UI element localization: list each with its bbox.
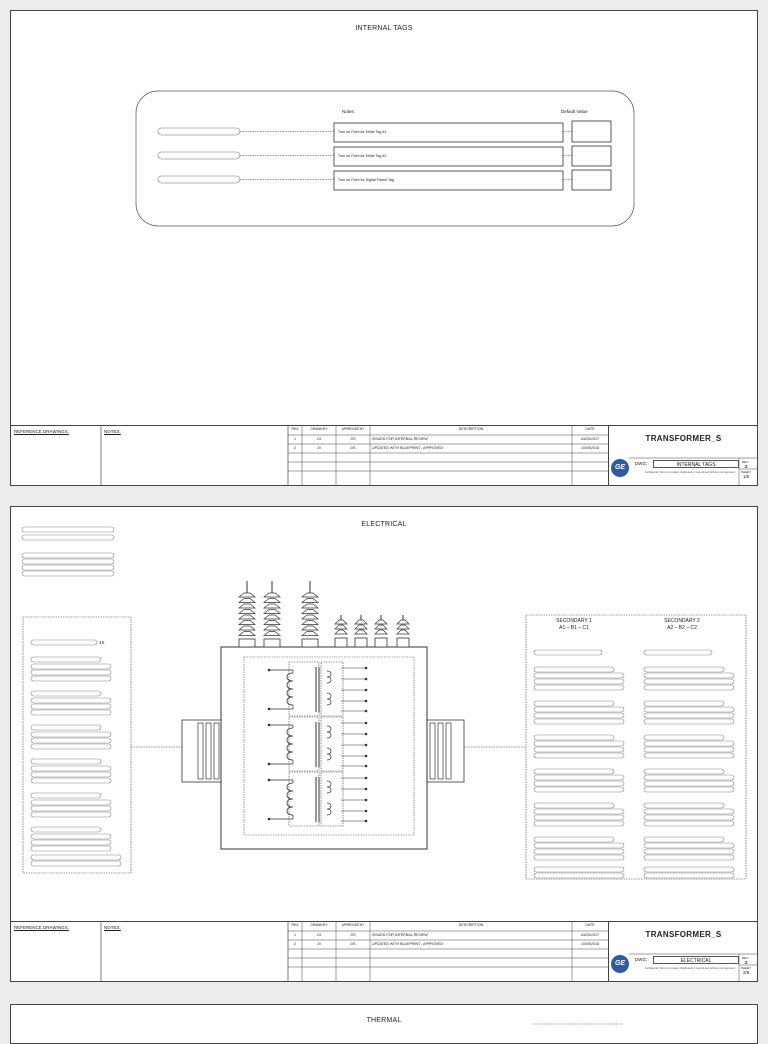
project-block [608,426,758,485]
terminal-dot [268,724,271,727]
rev-label: REV: [742,956,749,960]
tag-field [31,846,111,851]
tag-field [31,800,111,805]
hdr-rev: REV [291,427,299,431]
hdr-approved: APPROVED BY [341,427,365,431]
tag-field [31,855,121,860]
dwg-name: INTERNAL TAGS [653,460,739,468]
tag-field [534,769,614,774]
terminal-dot [365,799,368,802]
tag-field [31,834,111,839]
hv-bushing-shed [302,599,318,603]
lv-bushing-shed [335,620,347,624]
terminal-dot [365,765,368,768]
tag-field [644,775,734,780]
terminal-dot [365,667,368,670]
ge-logo-icon: GE [611,459,629,477]
hv-bushing-shed [302,593,318,597]
terminal-dot [365,700,368,703]
tag-field [22,565,114,570]
notes-label-tb: NOTES: [104,429,121,434]
tag-field [534,747,624,752]
hv-bushing-shed [239,599,255,603]
lv-bushing-shed [375,620,387,624]
secondary2-title: SECONDARY 2 [664,618,700,624]
tag-field [31,861,121,866]
left-panel-fragment: 1S [99,640,105,645]
tag-field [31,812,111,817]
terminal-dot [365,755,368,758]
tag-field [644,685,734,690]
tag-field [644,650,712,655]
tag-field [534,701,614,706]
internal-tags-diagram [11,11,757,431]
tag-field [31,710,111,715]
tag-field [31,732,111,737]
radiator-fin [430,723,435,779]
radiator-fin [198,723,203,779]
terminal-dot [365,788,368,791]
tag-field [644,843,734,848]
tag-default-box-3 [572,170,611,190]
lv-bushing-shed [397,625,409,629]
hv-bushing-shed [264,593,280,597]
tag-field [534,713,624,718]
tag-field [644,867,734,872]
thermal-diagram-partial [11,1005,757,1025]
dwg-name: ELECTRICAL [653,956,739,964]
tag-default-box-1 [572,121,611,142]
terminal-dot [365,810,368,813]
confidential-note: Confidential. Not to be copied, distributed or reproduced without prior approval. [644,471,736,474]
tag-field [534,650,602,655]
terminal-dot [365,710,368,713]
tag-field [534,781,624,786]
reference-drawings-label: REFERENCE DRAWINGS: [14,925,69,930]
hv-bushing-base [302,639,318,647]
tag-field [22,559,114,564]
ge-logo-icon: GE [611,955,629,973]
tag-field [644,673,734,678]
hv-bushing-shed [264,615,280,619]
sheet-internal-tags [10,10,758,486]
hdr-description: DESCRIPTION [458,427,484,431]
lv-bushing-base [397,638,409,647]
title-block [11,425,757,485]
terminal-dot [268,818,271,821]
tag-field [31,670,111,675]
project-block [608,922,758,981]
project-name: TRANSFORMER_S [645,434,722,443]
hv-bushing-shed [302,604,318,608]
terminal-dot [365,744,368,747]
tag-field [644,781,734,786]
tag-default-box-2 [572,146,611,166]
tag-field [31,640,97,645]
terminal-dot [268,708,271,711]
sheet-label: SHEET [741,966,752,970]
lv-bushing-shed [397,630,409,634]
hv-bushing-base [239,639,255,647]
tag-field [31,766,111,771]
tag-field [534,803,614,808]
tag-field [534,719,624,724]
lv-bushing-shed [355,620,367,624]
hdr-drawn: DRAWN BY [310,923,328,927]
tag-field [644,701,724,706]
sheet-thermal [10,1004,758,1044]
hv-bushing-shed [264,599,280,603]
lv-bushing-shed [335,625,347,629]
sheet-value: 1/5 [743,474,750,479]
terminal-dot [365,777,368,780]
tag-field [31,657,101,662]
lv-bushing-shed [375,625,387,629]
sheet-title: THERMAL [366,1017,402,1024]
hdr-date: DATE [585,427,595,431]
tag-field [22,535,114,540]
tag-field [644,753,734,758]
tag-field [534,741,624,746]
confidential-note: Confidential. Not to be copied, distributed or reproduced without prior approval. [644,967,736,970]
electrical-diagram [11,507,757,927]
tag-field [534,673,624,678]
title-block [11,921,757,981]
terminal-dot [268,763,271,766]
tag-field [31,806,111,811]
lv-bushing-shed [355,630,367,634]
hv-bushing-shed [264,632,280,636]
lv-bushing-base [355,638,367,647]
terminal-dot [268,779,271,782]
tag-note-text-1: Turn on Point for Mode Tag #1 [338,130,387,134]
tag-field [644,741,734,746]
tag-field [31,691,101,696]
tag-field [644,769,724,774]
tag-field [534,843,624,848]
sheet-title: INTERNAL TAGS [355,25,413,32]
tag-field [31,738,111,743]
tag-field [31,664,111,669]
tag-field [31,744,111,749]
dwg-label: DWG: [635,957,648,962]
hv-bushing-shed [302,615,318,619]
hv-bushing-shed [239,626,255,630]
transformer-tank [221,647,427,849]
tag-field [534,809,624,814]
lv-bushing-base [375,638,387,647]
tag-field-2 [158,152,240,159]
rev-value: 2 [745,960,748,965]
tag-field [644,719,734,724]
tag-field [22,571,114,576]
tag-field [534,849,624,854]
tag-field [534,787,624,792]
tag-field [644,855,734,860]
rev-label: REV: [742,460,749,464]
tag-field [31,759,101,764]
hv-bushing-shed [264,610,280,614]
tag-field [534,815,624,820]
sheet-label: SHEET [741,470,752,474]
tag-field [644,837,724,842]
tag-field [534,735,614,740]
terminal-dot [365,689,368,692]
hv-bushing-shed [302,632,318,636]
terminal-dot [365,733,368,736]
terminal-dot [365,722,368,725]
tag-field [644,707,734,712]
tag-field [22,553,114,558]
radiator-fin [214,723,219,779]
tag-field [534,679,624,684]
tag-field [644,821,734,826]
tag-field [644,679,734,684]
hv-bushing-shed [239,632,255,636]
hv-bushing-shed [264,621,280,625]
hv-bushing-shed [302,621,318,625]
tag-field [31,725,101,730]
project-name: TRANSFORMER_S [645,930,722,939]
tag-field [644,787,734,792]
radiator-fin [206,723,211,779]
tag-field [534,855,624,860]
tag-field [644,735,724,740]
lv-bushing-shed [355,625,367,629]
revision-table: REV DRAWN BY APPROVED BY DESCRIPTION DATE 1 LG DS ISSUED FOR INTERNAL REVIEW 04/20/2017 2 JV DS UPDATED WITH BLUEPRINT - APPROVED 10/09/2018 [288,426,608,485]
tag-field [644,873,734,878]
hv-bushing-base [264,639,280,647]
tag-field [22,527,114,532]
radiator-fin [438,723,443,779]
tag-field [644,747,734,752]
hv-bushing-shed [239,593,255,597]
hdr-drawn: DRAWN BY [310,427,328,431]
tag-field [31,676,111,681]
tag-field-1 [158,128,240,135]
notes-label-tb: NOTES: [104,925,121,930]
hdr-date: DATE [585,923,595,927]
revision-table: REV DRAWN BY APPROVED BY DESCRIPTION DATE 1 LG DS ISSUED FOR INTERNAL REVIEW 04/20/2017 2 JV DS UPDATED WITH BLUEPRINT - APPROVED 10/09/2018 [288,922,608,981]
hv-bushing-shed [302,610,318,614]
radiator-fin [446,723,451,779]
hdr-description: DESCRIPTION [458,923,484,927]
hv-bushing-shed [239,621,255,625]
tag-field [534,873,624,878]
terminal-dot [365,820,368,823]
sheet-title: ELECTRICAL [361,521,407,528]
tag-field [31,704,111,709]
lv-bushing-base [335,638,347,647]
lv-bushing-shed [375,630,387,634]
hdr-approved: APPROVED BY [341,923,365,927]
hv-bushing-shed [239,615,255,619]
tag-field [534,867,624,872]
tag-field [534,707,624,712]
hv-bushing-shed [302,626,318,630]
tag-field [31,840,111,845]
tag-field [644,809,734,814]
tag-field [534,775,624,780]
default-value-label: Default Value [561,109,588,114]
rev-value: 2 [745,464,748,469]
tag-field [644,713,734,718]
tag-field [31,772,111,777]
hv-bushing-shed [239,610,255,614]
hv-bushing-shed [264,604,280,608]
hv-bushing-shed [264,626,280,630]
hdr-rev: REV [291,923,299,927]
secondary1-phases: A1 – B1 – C1 [559,625,589,631]
hv-bushing-shed [239,604,255,608]
tag-field [644,667,724,672]
tag-field [534,837,614,842]
tag-note-text-2: Turn on Point for Mode Tag #2 [338,154,387,158]
notes-label: Notes: [342,109,356,114]
lv-bushing-shed [397,620,409,624]
tag-field [534,685,624,690]
tag-field [644,803,724,808]
sheet-electrical [10,506,758,982]
tag-field [31,827,101,832]
tag-note-text-3: Turn on Point for Digital Parent Tag [338,178,394,182]
tag-field [534,667,614,672]
tag-field [31,793,101,798]
secondary1-title: SECONDARY 1 [556,618,592,624]
sheet-value: 2/5 [743,970,750,975]
tag-field [534,821,624,826]
lv-bushing-shed [335,630,347,634]
terminal-dot [268,669,271,672]
tag-field [644,815,734,820]
tag-field [31,778,111,783]
tag-field [534,753,624,758]
reference-drawings-label: REFERENCE DRAWINGS: [14,429,69,434]
tag-field [644,849,734,854]
tag-field [31,698,111,703]
terminal-dot [365,678,368,681]
dwg-label: DWG: [635,461,648,466]
tag-field-3 [158,176,240,183]
secondary2-phases: A2 – B2 – C2 [667,625,697,631]
